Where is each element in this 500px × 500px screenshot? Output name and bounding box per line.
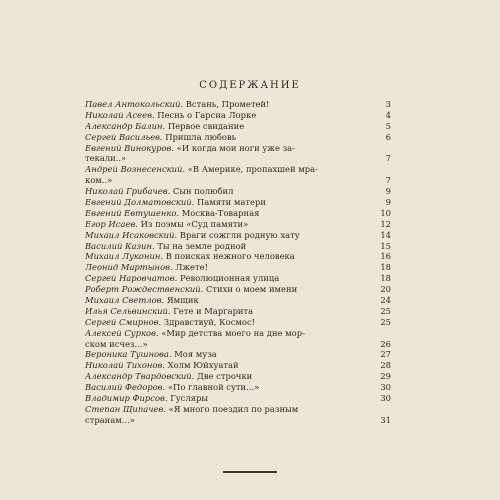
toc-title: «По главной сути...» [167, 382, 260, 393]
toc-entry [85, 99, 391, 110]
toc-title: Здравствуй, Космос! [163, 316, 256, 327]
toc-title: Две строчки [197, 371, 253, 382]
toc-title: Гете и Маргарита [173, 305, 254, 316]
toc-entry [85, 382, 391, 393]
toc-entry [85, 132, 391, 143]
toc-title: Песнь о Гарсиа Лорке [157, 109, 257, 120]
toc-title: Революционная улица [179, 273, 280, 284]
toc-entry [85, 121, 391, 132]
toc-title-continued: текали..» [85, 153, 127, 164]
toc-entry [85, 360, 391, 371]
toc-author: Василий Федоров. [85, 382, 166, 393]
toc-title: Встань, Прометей! [185, 99, 270, 109]
footer-divider [223, 471, 277, 473]
toc-page-number: 7 [385, 175, 391, 186]
toc-entry [85, 251, 391, 262]
toc-title-continued: ком..» [85, 175, 113, 186]
toc-page-number: 16 [380, 251, 391, 262]
toc-page-number: 30 [380, 382, 391, 393]
toc-author: Степан Щипачев. [85, 403, 166, 414]
toc-author: Владимир Фирсов. [85, 393, 168, 404]
toc-title: Ты на земле родной [157, 240, 247, 251]
toc-author: Михаил Исаковский. [85, 229, 178, 240]
toc-author: Павел Антокольский. [85, 99, 184, 109]
toc-entry [85, 208, 391, 219]
toc-entry [85, 284, 391, 295]
toc-title: Враги сожгли родную хату [179, 229, 300, 240]
toc-author: Николай Тихонов. [85, 360, 165, 371]
toc-title: Ямщик [166, 295, 199, 306]
toc-title: «В Америке, пропахшей мра- [187, 164, 318, 175]
toc-author: Сергей Васильев. [85, 131, 163, 142]
toc-author: Илья Сельвинский. [85, 305, 171, 316]
toc-author: Сергей Смирнов. [85, 316, 162, 327]
toc-page-number: 15 [380, 240, 391, 251]
toc-title: Первое свидание [167, 120, 245, 131]
toc-author: Евгений Винокуров. [85, 142, 175, 153]
toc-title: Пришла любовь [165, 131, 237, 142]
toc-page-number: 18 [380, 262, 391, 273]
toc-title: «И когда мои ноги уже за- [176, 142, 295, 153]
toc-page-number: 20 [380, 284, 391, 295]
toc-page-number: 26 [380, 338, 391, 349]
toc-title: Москва-Товарная [181, 207, 260, 218]
toc-entry [85, 317, 391, 328]
toc-title: Лжете! [175, 262, 208, 273]
toc-author: Михаил Луконин. [85, 251, 164, 262]
toc-author: Николай Грибачев. [85, 186, 171, 197]
toc-entry [85, 230, 391, 241]
toc-page-number: 27 [380, 349, 391, 360]
toc-author: Александр Балин. [85, 120, 166, 131]
toc-author: Роберт Рождественский. [85, 284, 204, 295]
toc-title: Стихи о моем имени [205, 284, 298, 295]
toc-title: В поисках нежного человека [165, 251, 295, 262]
toc-page-number: 10 [380, 207, 391, 218]
toc-title: «Мир детства моего на дне мор- [161, 327, 305, 338]
toc-author: Леонид Мартынов. [85, 262, 173, 273]
toc-author: Алексей Сурков. [85, 327, 159, 338]
toc-entry [85, 110, 391, 121]
toc-entry [85, 393, 391, 404]
toc-author: Василий Казин. [85, 240, 155, 251]
toc-author: Егор Исаев. [85, 218, 138, 229]
toc-title-continued: странам...» [85, 414, 135, 425]
toc-page-number: 28 [380, 360, 391, 371]
toc-page-number: 7 [385, 153, 391, 164]
toc-author: Евгений Долматовский. [85, 197, 195, 208]
toc-author: Евгений Евтушенко. [85, 207, 180, 218]
toc-entry [85, 404, 391, 426]
toc-page-number: 9 [385, 197, 391, 208]
toc-page-number: 6 [385, 131, 391, 142]
toc-page-number: 5 [385, 120, 391, 131]
toc-entry [85, 371, 391, 382]
table-of-contents [85, 99, 391, 426]
toc-author: Вероника Тушнова. [85, 349, 172, 360]
toc-author: Александр Твардовский. [85, 371, 195, 382]
toc-entry [85, 164, 391, 186]
toc-entry [85, 186, 391, 197]
toc-page-number: 25 [380, 305, 391, 316]
toc-page-number: 14 [380, 229, 391, 240]
toc-entry [85, 295, 391, 306]
toc-page-number: 4 [385, 109, 391, 120]
toc-entry [85, 262, 391, 273]
toc-author: Сергей Наровчатов. [85, 273, 178, 284]
toc-title: Памяти матери [196, 197, 266, 208]
toc-page-number: 24 [380, 295, 391, 306]
toc-entry [85, 219, 391, 230]
toc-entry [85, 328, 391, 350]
toc-page-number: 30 [380, 393, 391, 404]
toc-page-number: 31 [380, 414, 391, 425]
toc-entry [85, 273, 391, 284]
toc-page-number: 9 [385, 186, 391, 197]
toc-title: Гусляры [170, 393, 208, 404]
toc-page-number: 12 [380, 218, 391, 229]
toc-title: Холм Юйхуатай [167, 360, 239, 371]
toc-page-number: 3 [385, 99, 391, 109]
toc-author: Николай Асеев. [85, 109, 155, 120]
toc-page-number: 25 [380, 316, 391, 327]
toc-title-continued: ском исчез...» [85, 338, 148, 349]
toc-page-number: 18 [380, 273, 391, 284]
toc-page-number: 29 [380, 371, 391, 382]
toc-author: Андрей Вознесенский. [85, 164, 186, 175]
toc-title: «Я много поездил по разным [168, 403, 299, 414]
toc-title: Сын полюбил [172, 186, 234, 197]
toc-entry [85, 306, 391, 317]
toc-title: Из поэмы «Суд памяти» [140, 218, 249, 229]
toc-title: Моя муза [174, 349, 217, 360]
toc-entry [85, 349, 391, 360]
toc-entry [85, 197, 391, 208]
toc-author: Михаил Светлов. [85, 295, 165, 306]
toc-entry [85, 241, 391, 252]
page-heading: СОДЕРЖАНИЕ [199, 80, 301, 91]
toc-entry [85, 143, 391, 165]
